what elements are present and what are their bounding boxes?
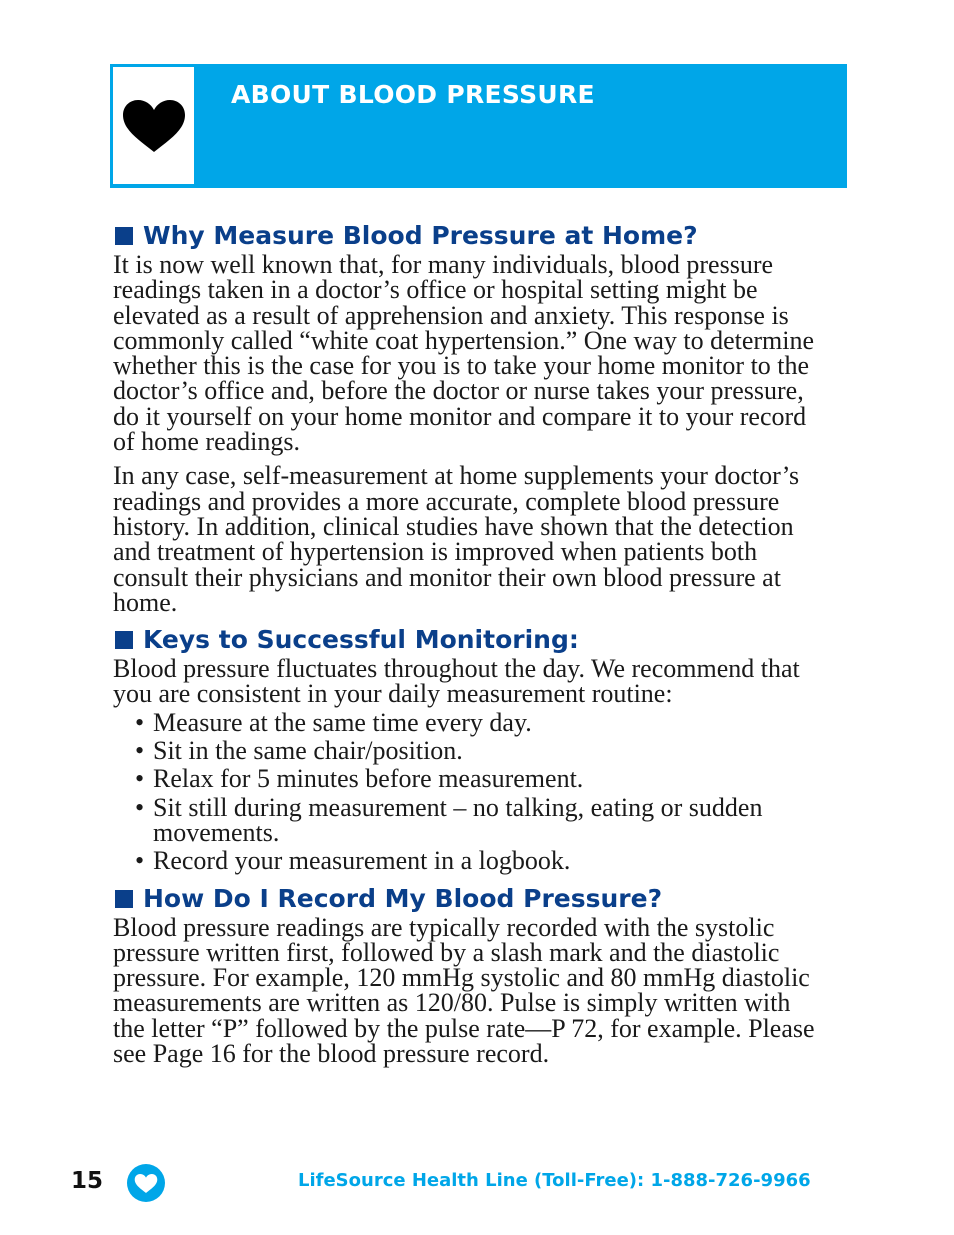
tips-list bbox=[113, 707, 825, 876]
list-item: • Sit still during measurement – no talking, eating or sudden movements. bbox=[135, 795, 825, 846]
header-heart-box bbox=[111, 65, 196, 186]
footer-heart-badge bbox=[127, 1164, 165, 1202]
list-item: • Relax for 5 minutes before measurement. bbox=[135, 766, 825, 791]
paragraph: It is now well known that, for many individuals, blood pressure readings taken in a doctor’s office or hospital setting might be elevated as a result of apprehension and anxiety. This response is commonly called “white coat hypertension.” One way to determine whether this is the case for you is to take your home monitor to the doctor’s office and, before the doctor or nurse takes your pressure, do it yourself on your home monitor and compare it to your record of home readings. bbox=[113, 250, 815, 457]
list-item: • Sit in the same chair/position. bbox=[135, 738, 825, 763]
paragraph: Blood pressure fluctuates throughout the day. We recommend that you are consistent in your daily measurement routine: bbox=[113, 654, 800, 709]
square-bullet-icon bbox=[115, 631, 133, 649]
paragraph: In any case, self-measurement at home supplements your doctor’s readings and provides a more accurate, complete blood pressure history. In addition, clinical studies have shown that the detection and treatment of hypertension is improved when patients both consult their physicians and monitor their own blood pressure at home. bbox=[113, 461, 800, 617]
square-bullet-icon bbox=[115, 227, 133, 245]
health-line: LifeSource Health Line (Toll-Free): 1-888-726-9966 bbox=[298, 1170, 811, 1191]
paragraph: Blood pressure readings are typically recorded with the systolic pressure written first, followed by a slash mark and the diastolic pressure. For example, 120 mmHg systolic and 80 mmHg diastolic measurements are written as 120/80. Pulse is simply written with the letter “P” followed by the pulse rate—P 72, for example. Please see Page 16 for the blood pressure record. bbox=[113, 912, 815, 1069]
list-item: • Record your measurement in a logbook. bbox=[135, 848, 825, 873]
heart-icon bbox=[134, 1173, 158, 1194]
heart-icon bbox=[121, 98, 187, 154]
square-bullet-icon bbox=[115, 890, 133, 908]
page-number: 15 bbox=[71, 1168, 104, 1194]
section-heading: Keys to Successful Monitoring: bbox=[113, 624, 825, 656]
list-item: • Measure at the same time every day. bbox=[135, 710, 825, 735]
page-title: ABOUT BLOOD PRESSURE bbox=[231, 80, 595, 109]
section-heading: Why Measure Blood Pressure at Home? bbox=[113, 220, 825, 252]
main-content bbox=[113, 220, 825, 1069]
section-heading: How Do I Record My Blood Pressure? bbox=[113, 883, 825, 915]
